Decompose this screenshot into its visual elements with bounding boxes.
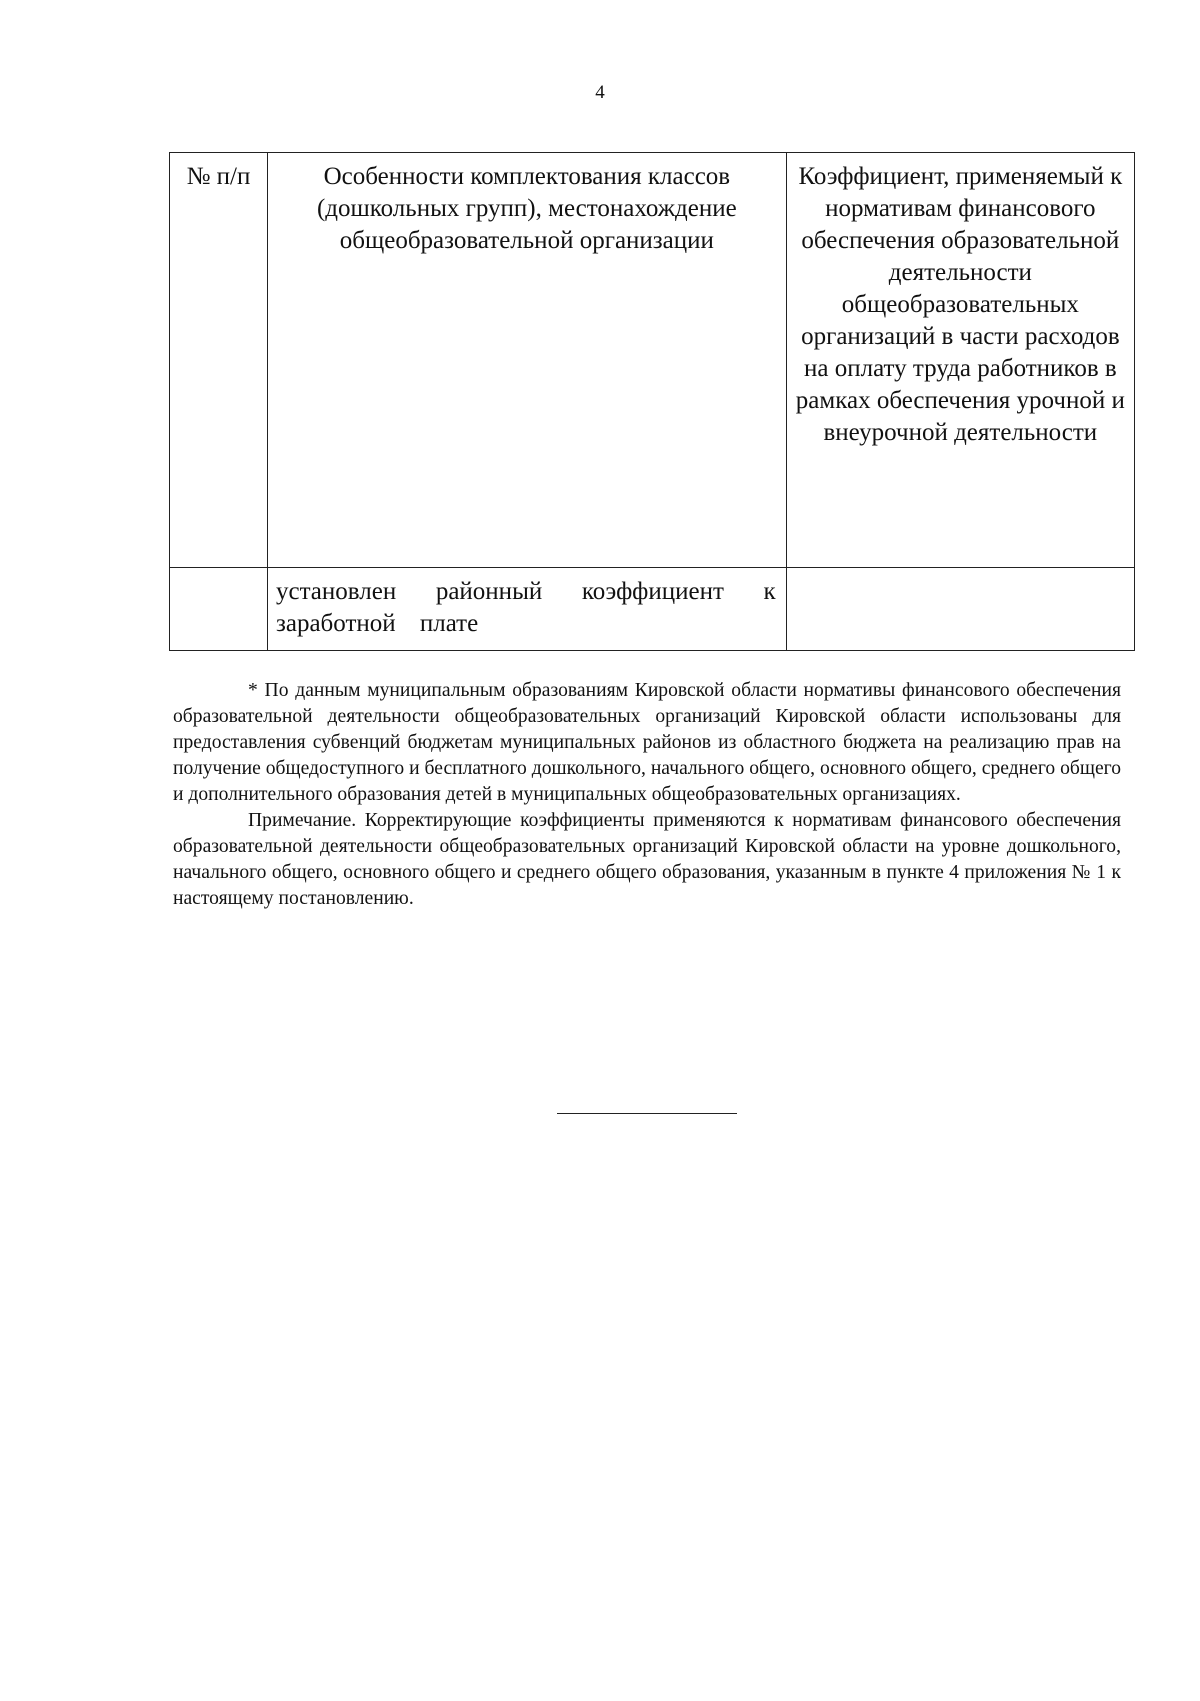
coefficient-table bbox=[169, 152, 1135, 651]
row-coefficient-cell bbox=[786, 568, 1134, 651]
row-number-cell bbox=[170, 568, 268, 651]
header-number-cell: № п/п bbox=[170, 153, 268, 568]
footnote-paragraph: * По данным муниципальным образованиям Кировской области нормативы финансового обеспечения образовательной деятельности общеобразовательных организаций Кировской области использованы для предоставления субвенций бюджетам муниципальных районов из областного бюджета на реализацию прав на получение общедоступного и бесплатного дошкольного, начального общего, основного общего, среднего общего и дополнительного образования детей в муниципальных общеобразовательных организациях. bbox=[173, 680, 1121, 805]
table-header-row bbox=[170, 153, 1135, 568]
notes-section bbox=[173, 678, 1121, 912]
header-description-cell: Особенности комплектования классов (дошкольных групп), местонахождение общеобразовательной организации bbox=[267, 153, 786, 568]
remark-paragraph: Примечание. Корректирующие коэффициенты применяются к нормативам финансового обеспечения образовательной деятельности общеобразовательных организаций Кировской области на уровне дошкольного, начального общего, основного общего и среднего общего образования, указанным в пункте 4 приложения № 1 к настоящему постановлению. bbox=[173, 810, 1121, 909]
page-number: 4 bbox=[595, 82, 605, 103]
row-description-cell: установлен районный коэффициент к заработной плате bbox=[267, 568, 786, 651]
end-divider bbox=[557, 1113, 737, 1114]
table-row bbox=[170, 568, 1135, 651]
header-coefficient-cell: Коэффициент, применяемый к нормативам финансового обеспечения образовательной деятельности общеобразовательных организаций в части расходов на оплату труда работников в рамках обеспечения урочной и внеурочной деятельности bbox=[786, 153, 1134, 568]
